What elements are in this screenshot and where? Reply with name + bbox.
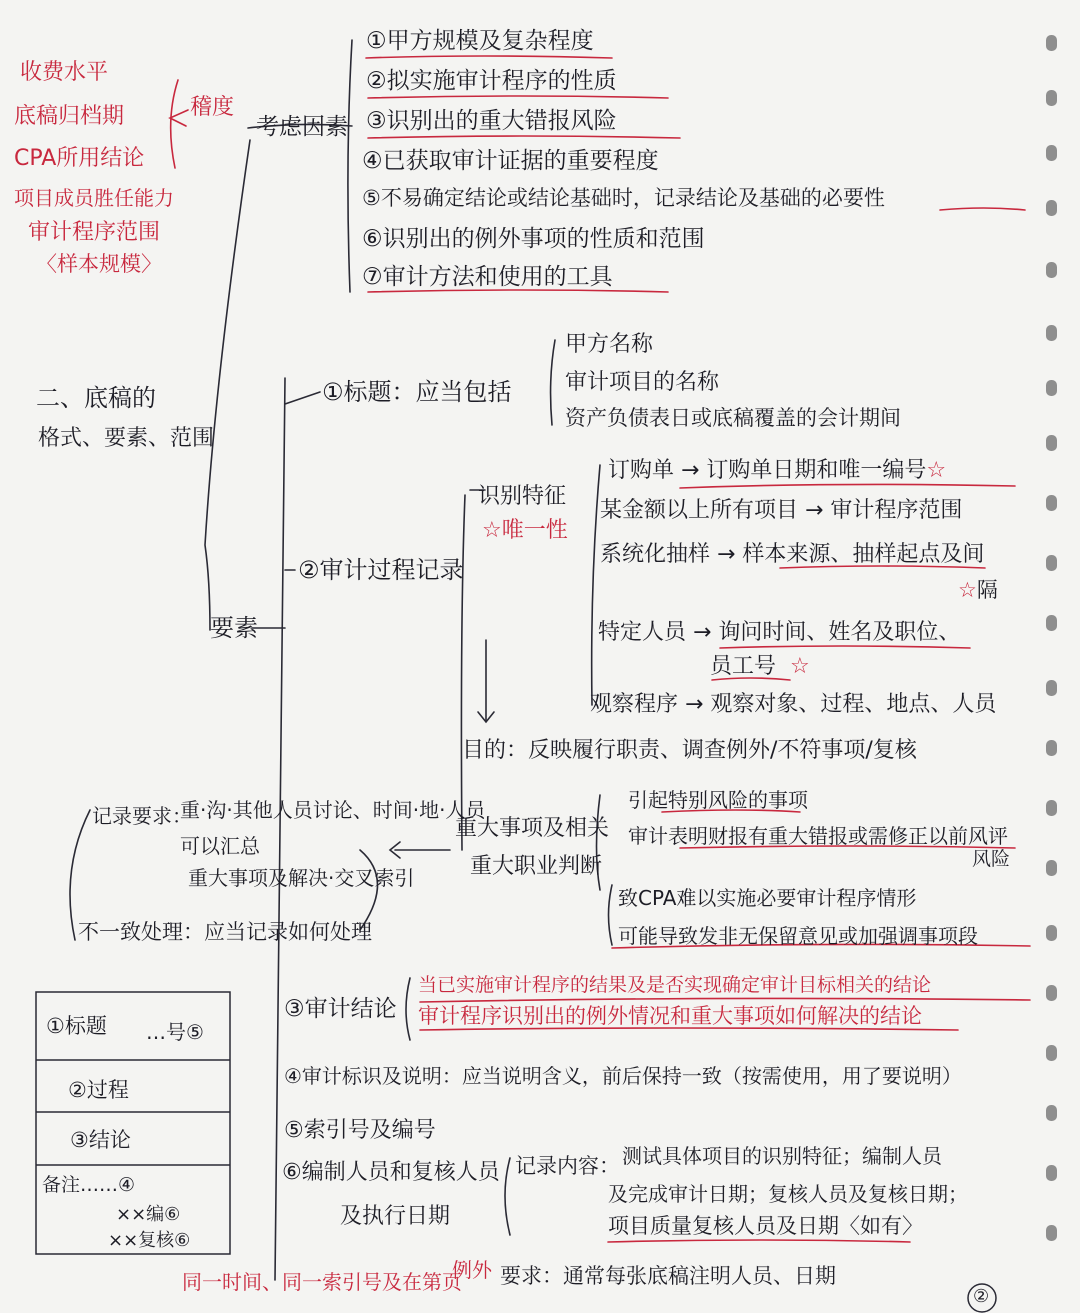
binder-hole (1046, 925, 1057, 941)
binder-hole (1046, 985, 1057, 1001)
box-conclusion: ③结论 (70, 1128, 131, 1152)
feature-item: 系统化抽样 → 样本来源、抽样起点及间 (600, 542, 985, 567)
factor-item: ①甲方规模及复杂程度 (366, 28, 594, 54)
binder-hole (1046, 325, 1057, 341)
binder-hole (1046, 1165, 1057, 1181)
binder-hole (1046, 800, 1057, 816)
feature-item (608, 460, 946, 482)
major-item: 引起特别风险的事项 (628, 788, 808, 812)
binder-hole (1046, 615, 1057, 631)
conclusion-item: 当已实施审计程序的结果及是否实现确定审计目标相关的结论 (418, 974, 932, 996)
left-note: 底稿归档期 (14, 104, 125, 129)
binder-hole (1046, 90, 1057, 106)
record-label: 记录要求： (92, 804, 192, 828)
star-icon: ☆ (482, 518, 502, 543)
binder-hole (1046, 740, 1057, 756)
conclusion-item: 审计程序识别出的例外情况和重大事项如何解决的结论 (418, 1004, 922, 1028)
inconsistency-text: 不一致处理：应当记录如何处理 (78, 920, 372, 944)
section2-head: 二、底稿的 (36, 384, 156, 412)
feature-item: 某金额以上所有项目 → 审计程序范围 (600, 498, 963, 523)
title-item: 甲方名称 (565, 332, 654, 357)
feature-item: 观察程序 → 观察对象、过程、地点、人员 (590, 692, 997, 717)
binder-hole (1046, 555, 1057, 571)
binder-hole (1046, 1105, 1057, 1121)
title-item: 审计项目的名称 (565, 370, 720, 395)
left-note: 收费水平 (20, 60, 109, 85)
factor-item: ②拟实施审计程序的性质 (366, 68, 617, 94)
left-note: 项目成员胜任能力 (14, 186, 174, 210)
section1-red-label: 稽度 (190, 95, 235, 120)
title-label: ①标题：应当包括 (322, 378, 512, 406)
section2-head-sub: 格式、要素、范围 (38, 426, 215, 451)
section1-head: 考虑因素 (256, 114, 348, 140)
title-item: 资产负债表日或底稿覆盖的会计期间 (565, 406, 901, 430)
feature-item (958, 580, 998, 601)
box-note: 备注……④ (42, 1174, 136, 1196)
record-line: 重大事项及解决·交叉索引 (188, 866, 415, 890)
left-note: CPA所用结论 (14, 146, 145, 171)
binder-hole (1046, 495, 1057, 511)
left-note: 审计程序范围 (28, 220, 161, 245)
box-code: …号⑤ (146, 1020, 204, 1044)
feature-item-text: 订购单 → 订购单日期和唯一编号 (608, 458, 927, 483)
major-item: 致CPA难以实施必要审计程序情形 (618, 886, 917, 910)
factor-item: ④已获取审计证据的重要程度 (362, 148, 659, 174)
feature-red (482, 520, 568, 542)
conclusion-label: ③审计结论 (284, 996, 397, 1022)
binder-hole (1046, 145, 1057, 161)
preparer-label: 及执行日期 (340, 1204, 451, 1229)
binder-hole (1046, 435, 1057, 451)
left-note: 〈样本规模〉 (36, 252, 162, 276)
binder-hole (1046, 380, 1057, 396)
major-item: 可能导致发非无保留意见或加强调事项段 (618, 924, 978, 948)
page-number: ② (973, 1286, 990, 1307)
major-label: 重大职业判断 (470, 854, 603, 879)
record-line: 重·沟·其他人员讨论、时间·地·人员 (180, 798, 486, 822)
binder-hole (1046, 1045, 1057, 1061)
preparer-line: 及完成审计日期；复核人员及复核日期； (608, 1182, 968, 1206)
factor-item: ⑥识别出的例外事项的性质和范围 (362, 226, 705, 252)
marks-text: ④审计标识及说明：应当说明含义，前后保持一致（按需使用，用了要说明） (284, 1064, 962, 1088)
major-item: 风险 (972, 848, 1011, 870)
feature-label: 识别特征 (478, 484, 567, 509)
preparer-record-label: 记录内容： (515, 1154, 620, 1178)
box-title: ①标题 (46, 1014, 107, 1038)
box-prepared: ××编⑥ (116, 1204, 181, 1225)
feature-red-text: 唯一性 (501, 518, 568, 543)
bottom-red-text: 同一时间、同一索引号及在第页 (182, 1270, 462, 1294)
star-icon: ☆ (790, 654, 810, 679)
record-line: 可以汇总 (180, 834, 260, 858)
feature-item-text: 隔 (976, 578, 998, 602)
feature-item: 特定人员 → 询问时间、姓名及职位、 (598, 620, 961, 645)
factor-item: ③识别出的重大错报风险 (366, 108, 617, 134)
box-process: ②过程 (68, 1078, 129, 1102)
binder-hole (1046, 680, 1057, 696)
binder-hole (1046, 262, 1057, 278)
binder-hole (1046, 860, 1057, 876)
elements-label: 要素 (210, 614, 258, 642)
purpose-text: 目的：反映履行职责、调查例外/不符事项/复核 (462, 738, 917, 763)
major-label: 重大事项及相关 (455, 816, 610, 841)
binder-hole (1046, 200, 1057, 216)
binder-hole (1046, 35, 1057, 51)
feature-item-text: 员工号 (710, 654, 777, 679)
preparer-line: 项目质量复核人员及日期〈如有〉 (608, 1214, 923, 1238)
preparer-line: 测试具体项目的识别特征；编制人员 (622, 1144, 942, 1168)
bottom-requirement: 要求：通常每张底稿注明人员、日期 (500, 1264, 836, 1288)
box-reviewed: ××复核⑥ (108, 1230, 191, 1251)
star-icon: ☆ (926, 458, 947, 483)
factor-item: ⑦审计方法和使用的工具 (362, 264, 613, 290)
star-icon: ☆ (958, 578, 977, 602)
process-label: ②审计过程记录 (298, 556, 464, 584)
feature-item (710, 656, 810, 678)
preparer-label: ⑥编制人员和复核人员 (282, 1160, 500, 1185)
bottom-red-exception: 例外 (452, 1258, 492, 1282)
factor-item: ⑤不易确定结论或结论基础时，记录结论及基础的必要性 (362, 186, 885, 210)
major-item: 审计表明财报有重大错报或需修正以前风评 (628, 824, 1008, 848)
binder-hole (1046, 1225, 1057, 1241)
index-text: ⑤索引号及编号 (284, 1118, 436, 1143)
